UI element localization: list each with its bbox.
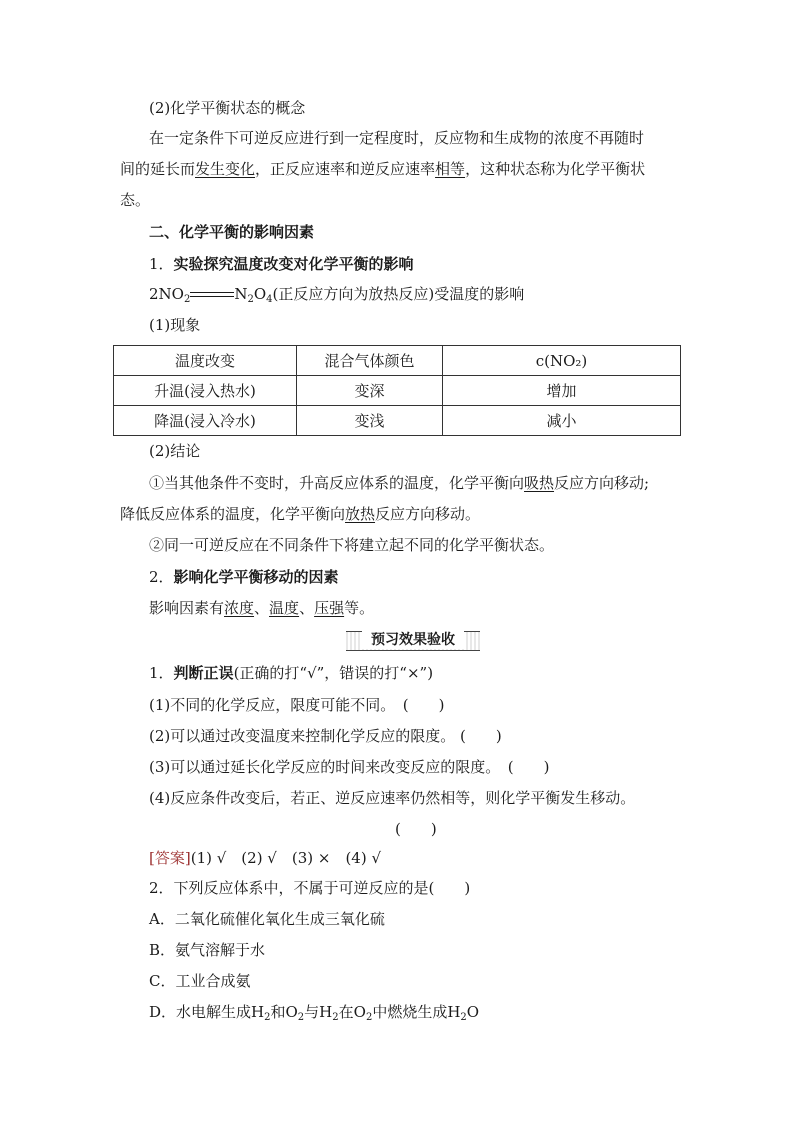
banner-label: 预习效果验收 (362, 631, 464, 649)
subscript: 2 (332, 1012, 339, 1023)
text-run: O (466, 1003, 480, 1021)
item1-heading (149, 254, 414, 274)
text-run: 和O (270, 1003, 298, 1021)
item-title: 影响化学平衡移动的因素 (173, 568, 339, 586)
concept-heading: (2)化学平衡状态的概念 (149, 99, 306, 117)
phenomenon-heading: (1)现象 (149, 316, 201, 334)
underlined-term: 浓度 (224, 599, 255, 617)
formula-part: 2NO (149, 285, 184, 303)
text-run: 、 (299, 599, 315, 617)
subscript: 4 (266, 294, 273, 305)
table-header-cell: c(NO₂) (443, 346, 681, 376)
question-title: 判断正误 (173, 664, 234, 682)
subscript: 2 (183, 294, 191, 305)
item-number: 1． (149, 255, 174, 273)
table-header-cell: 混合气体颜色 (297, 346, 443, 376)
table-cell: 变浅 (297, 406, 443, 436)
factors-line (149, 598, 374, 618)
section-banner (346, 631, 480, 649)
item-number: 1． (149, 664, 174, 682)
concept-paragraph-line1: 在一定条件下可逆反应进行到一定程度时，反应物和生成物的浓度不再随时 (149, 129, 645, 147)
concept-paragraph-line3: 态。 (120, 191, 151, 209)
text-run: 反应方向移动。 (375, 505, 481, 523)
underlined-term: 发生变化 (195, 160, 256, 178)
section-title: 二、化学平衡的影响因素 (149, 223, 315, 241)
table-header-row (114, 346, 681, 376)
statement-4: (4)反应条件改变后，若正、逆反应速率仍然相等，则化学平衡发生移动。 (149, 789, 636, 807)
underlined-term: 吸热 (524, 474, 555, 492)
text-run: 等。 (344, 599, 375, 617)
option-d (149, 1002, 479, 1022)
text-run: D．水电解生成H (149, 1003, 265, 1021)
table-cell: 降温(浸入冷水) (114, 406, 297, 436)
reaction-equation (149, 284, 524, 304)
text-run: 反应方向移动; (554, 474, 650, 492)
table-row (114, 376, 681, 406)
underlined-term: 压强 (314, 599, 345, 617)
option-b: B．氨气溶解于水 (149, 941, 266, 959)
statement-1: (1)不同的化学反应，限度可能不同。 ( ) (149, 696, 445, 714)
subscript: 2 (264, 1012, 271, 1023)
answer-text: (1) √ (2) √ (3) × (4) √ (190, 849, 382, 867)
text-run: ①当其他条件不变时，升高反应体系的温度，化学平衡向 (149, 474, 525, 492)
underlined-term: 温度 (269, 599, 300, 617)
text-run: 、 (254, 599, 270, 617)
formula-part: N (234, 285, 248, 303)
text-run: ，这种状态称为化学平衡状 (465, 160, 646, 178)
conclusion-heading: (2)结论 (149, 442, 201, 460)
table-header-cell: 温度改变 (114, 346, 297, 376)
answer-label: [答案] (149, 849, 191, 867)
statement-2: (2)可以通过改变温度来控制化学反应的限度。 ( ) (149, 727, 502, 745)
underlined-term: 放热 (345, 505, 376, 523)
subscript: 2 (297, 1012, 305, 1023)
subscript: 2 (247, 294, 254, 305)
statement-4-paren: ( ) (395, 820, 437, 838)
table-cell: 增加 (443, 376, 681, 406)
text-run: 间的延长而 (120, 160, 196, 178)
text-run: ，正反应速率和逆反应速率 (255, 160, 436, 178)
underlined-term: 相等 (435, 160, 466, 178)
item-title: 实验探究温度改变对化学平衡的影响 (173, 255, 414, 273)
text-run: 降低反应体系的温度，化学平衡向 (120, 505, 346, 523)
option-c: C．工业合成氨 (149, 972, 251, 990)
table-row (114, 406, 681, 436)
formula-part: O (253, 285, 267, 303)
text-run: 影响因素有 (149, 599, 225, 617)
conclusion-point2: ②同一可逆反应在不同条件下将建立起不同的化学平衡状态。 (149, 536, 555, 554)
text-run: 与H (304, 1003, 333, 1021)
subscript: 2 (460, 1012, 467, 1023)
subscript: 2 (365, 1012, 373, 1023)
text-run: 在O (338, 1003, 366, 1021)
equilibrium-arrow-icon (190, 290, 234, 300)
item2-heading (149, 567, 339, 587)
table-cell: 升温(浸入热水) (114, 376, 297, 406)
table-cell: 变深 (297, 376, 443, 406)
reaction-note: (正反应方向为放热反应)受温度的影响 (272, 285, 525, 303)
option-a: A．二氧化硫催化氧化生成三氧化硫 (149, 910, 385, 928)
answer-line (149, 848, 381, 868)
conclusion-point1-line2 (120, 504, 480, 524)
question2: 2．下列反应体系中，不属于可逆反应的是( ) (149, 879, 471, 897)
conclusion-point1-line1 (149, 473, 649, 493)
question-note: (正确的打“√”，错误的打“×”) (233, 664, 434, 682)
statement-3: (3)可以通过延长化学反应的时间来改变反应的限度。 ( ) (149, 758, 550, 776)
text-run: 中燃烧生成H (372, 1003, 461, 1021)
phenomenon-table (113, 345, 681, 436)
concept-paragraph-line2 (120, 159, 645, 179)
item-number: 2． (149, 568, 174, 586)
table-cell: 减小 (443, 406, 681, 436)
question1-heading (149, 663, 433, 683)
